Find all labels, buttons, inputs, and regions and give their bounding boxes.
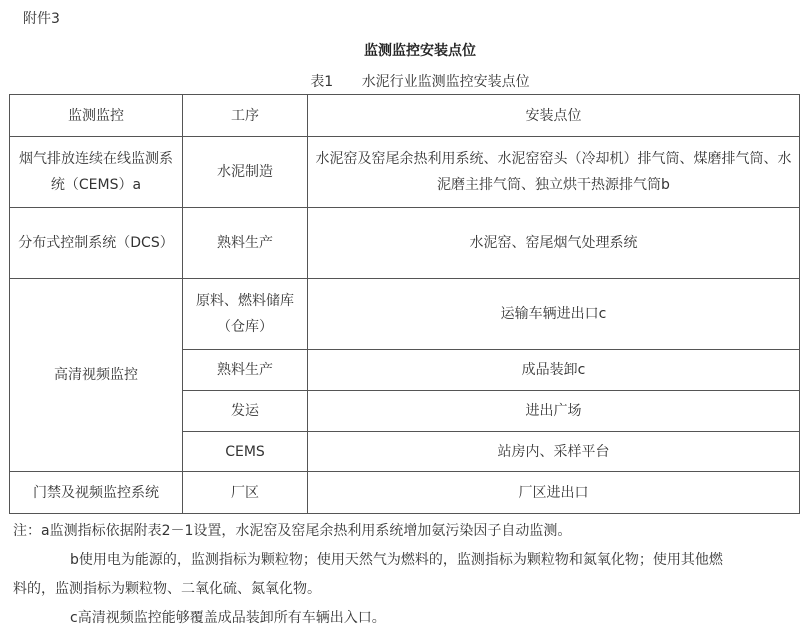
attachment-label: 附件3 (23, 11, 60, 27)
table-notes (0, 517, 804, 633)
cell-process: 厂区 (183, 472, 308, 514)
cell-location: 进出广场 (308, 391, 800, 432)
note-b-line2: 料的，监测指标为颗粒物、二氧化硫、氮氧化物。 (13, 581, 321, 597)
table-caption-text: 水泥行业监测监控安装点位 (361, 74, 530, 90)
header-process: 工序 (183, 95, 308, 137)
cell-monitor: 门禁及视频监控系统 (10, 472, 183, 514)
note-b-line1: b使用电为能源的，监测指标为颗粒物；使用天然气为燃料的，监测指标为颗粒物和氮氧化物；使用其他燃 (70, 552, 723, 568)
cell-process: 水泥制造 (183, 137, 308, 208)
cell-process: 熟料生产 (183, 208, 308, 279)
table-row (10, 279, 800, 350)
cell-monitor: 烟气排放连续在线监测系统（CEMS）a (10, 137, 183, 208)
note-c: c高清视频监控能够覆盖成品装卸所有车辆出入口。 (70, 610, 386, 626)
cell-location: 厂区进出口 (308, 472, 800, 514)
cell-location: 水泥窑及窑尾余热利用系统、水泥窑窑头（冷却机）排气筒、煤磨排气筒、水泥磨主排气筒、独立烘干热源排气筒b (308, 137, 800, 208)
table-number: 表1 (310, 74, 334, 90)
cell-process: 熟料生产 (183, 350, 308, 391)
cell-location: 成品装卸c (308, 350, 800, 391)
monitoring-table (9, 94, 800, 514)
cell-monitor: 分布式控制系统（DCS） (10, 208, 183, 279)
cell-location: 站房内、采样平台 (308, 432, 800, 472)
note-a: 注：a监测指标依据附表2－1设置，水泥窑及窑尾余热利用系统增加氨污染因子自动监测。 (13, 523, 572, 539)
cell-monitor: 高清视频监控 (10, 279, 183, 472)
cell-process: 原料、燃料储库（仓库） (183, 279, 308, 350)
cell-process: CEMS (183, 432, 308, 472)
table-header-row (10, 95, 800, 137)
cell-location: 水泥窑、窑尾烟气处理系统 (308, 208, 800, 279)
cell-location: 运输车辆进出口c (308, 279, 800, 350)
table-row (10, 208, 800, 279)
table-row (10, 472, 800, 514)
cell-process: 发运 (183, 391, 308, 432)
header-location: 安装点位 (308, 95, 800, 137)
table-row (10, 137, 800, 208)
header-monitor: 监测监控 (10, 95, 183, 137)
table-caption (0, 71, 804, 91)
document-title: 监测监控安装点位 (364, 43, 476, 59)
